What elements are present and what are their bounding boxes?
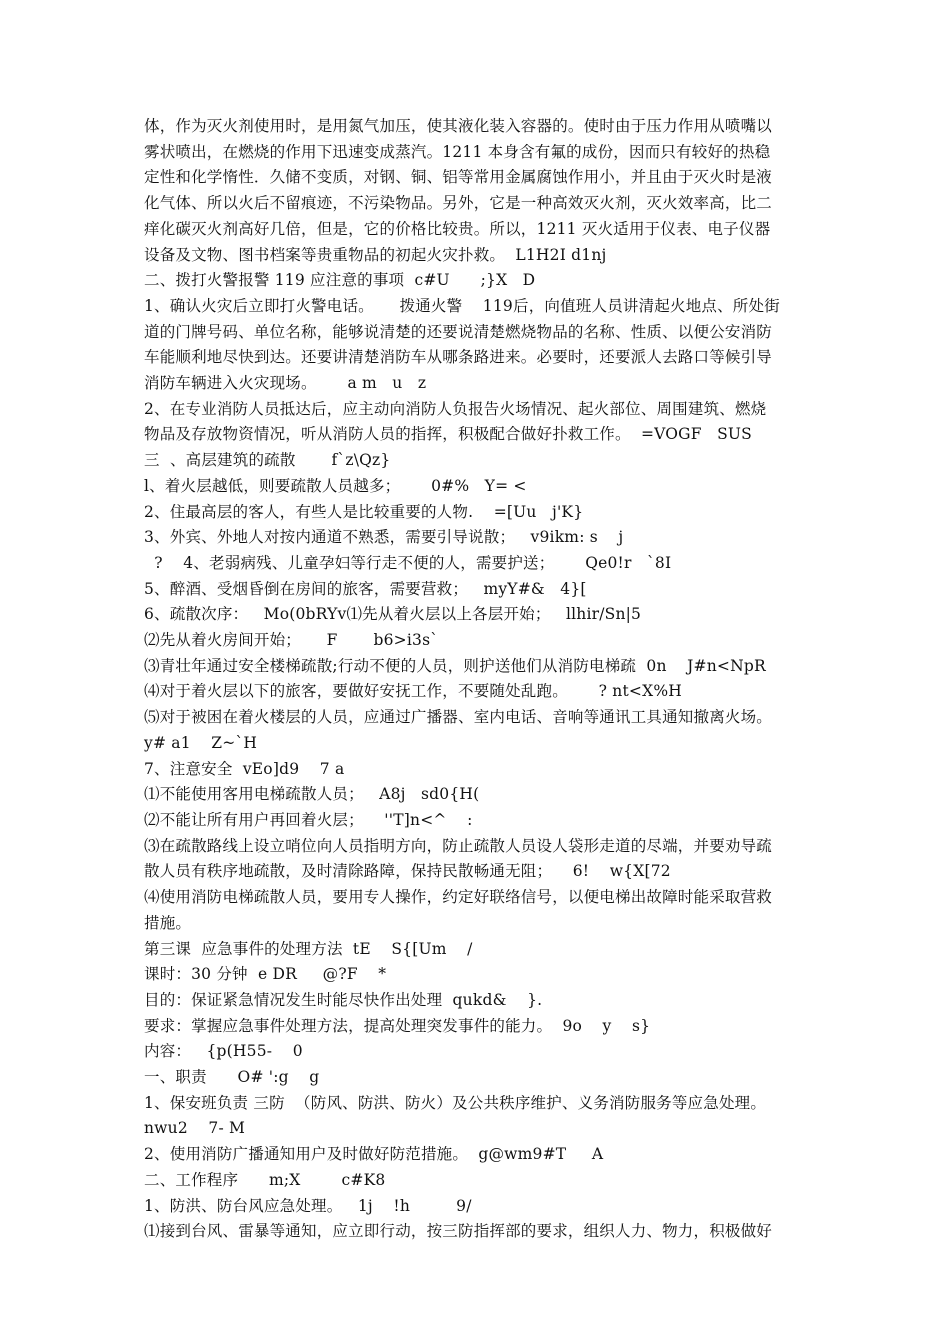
text-line: 二、工作程序 m;X c#K8 [144,1170,386,1189]
text-line: ⑴不能使用客用电梯疏散人员； A8j sd0{H( [144,785,480,804]
text-line: 道的门牌号码、单位名称，能够说清楚的还要说清楚燃烧物品的名称、性质、以便公安消防 [144,322,773,341]
text-line: 车能顺利地尽快到达。还要讲清楚消防车从哪条路进来。必要时，还要派人去路口等候引导 [144,348,773,367]
text-line: 措施。 [144,913,192,932]
text-line: 1、防洪、防台风应急处理。 1j !h 9/ [144,1196,472,1215]
text-line: 定性和化学惰性．久储不变质，对钢、铜、铝等常用金属腐蚀作用小，并且由于灭火时是液 [144,168,773,187]
text-line: 6、疏散次序： Mo(0bRYv⑴先从着火层以上各层开始； llhir/Sn|5 [144,605,642,624]
text-line: 5、醉酒、受烟昏倒在房间的旅客，需要营救； myY#& 4}[ [144,579,587,598]
text-line: 痒化碳灭火剂高好几倍，但是，它的价格比较贵。所以，1211 灭火适用于仪表、电子仪器 [144,219,771,238]
text-line: 1、确认火灾后立即打火警电话。 拨通火警 119后，向值班人员讲清起火地点、所处街 [144,296,780,315]
text-line: l、着火层越低，则要疏散人员越多； 0#% Y= < [144,476,527,495]
text-line: 要求：掌握应急事件处理方法，提高处理突发事件的能力。 9o y s} [144,1016,651,1035]
text-line: 2、使用消防广播通知用户及时做好防范措施。 g@wm9#T A [144,1145,604,1164]
text-line: 设备及文物、图书档案等贵重物品的初起火灾扑救。 L1H2I d1nj [144,245,607,264]
text-line: 物品及存放物资情况，听从消防人员的指挥，积极配合做好扑救工作。 =VOGF SUS [144,425,752,444]
text-line: ? 4、老弱病残、儿童孕妇等行走不便的人，需要护送； Qe0!r `8I [144,553,672,572]
text-line: 3、外宾、外地人对按内通道不熟悉，需要引导说散； v9ikm: s j [144,528,624,547]
text-line: 雾状喷出，在燃烧的作用下迅速变成蒸汽。1211 本身含有氟的成份，因而只有较好的热稳 [144,142,771,161]
text-line: 第三课 应急事件的处理方法 tE S{[Um / [144,939,473,958]
text-line: ⑷使用消防电梯疏散人员，要用专人操作，约定好联络信号，以便电梯出故障时能采取营救 [144,888,773,907]
text-line: 2、在专业消防人员抵达后，应主动向消防人负报告火场情况、起火部位、周围建筑、燃烧 [144,399,767,418]
text-line: ⑶在疏散路线上设立哨位向人员指明方向，防止疏散人员设人袋形走道的尽端，并要劝导疏 [144,836,773,855]
text-line: 一、职责 O# ':g g [144,1068,320,1087]
text-line: ⑶青壮年通过安全楼梯疏散;行动不便的人员，则护送他们从消防电梯疏 0n J#n<NpR [144,656,766,675]
text-line: 1、保安班负责 三防 （防风、防洪、防火）及公共秩序维护、义务消防服务等应急处理。 [144,1093,767,1112]
text-line: 化气体、所以火后不留痕迹，不污染物品。另外，它是一种高效灭火剂，灭火效率高，比二 [144,194,773,213]
text-line: ⑷对于着火层以下的旅客，要做好安抚工作，不要随处乱跑。 ? nt<X%H [144,682,682,701]
text-line: 课时：30 分钟 e DR @?F * [144,965,387,984]
text-line: 体，作为灭火剂使用时，是用氮气加压，使其液化装入容器的。使时由于压力作用从喷嘴以 [144,117,773,135]
text-line: y# a1 Z~`H [144,733,258,752]
text-line: 二、拨打火警报警 119 应注意的事项 c#U ;}X D [144,271,536,290]
text-line: ⑸对于被困在着火楼层的人员，应通过广播器、室内电话、音响等通讯工具通知撤离火场。 [144,708,773,727]
text-line: 消防车辆进入火灾现场。 a m u z [144,374,427,393]
text-line: 7、注意安全 vEo]d9 7 a [144,759,345,778]
text-line: 2、住最高层的客人，有些人是比较重要的人物. =[Uu j'K} [144,502,584,521]
document-body [144,114,812,1245]
text-line: ⑵不能让所有用户再回着火层； ''T]n<^ : [144,810,473,829]
text-line: nwu2 7- M [144,1119,246,1138]
text-line: ⑴接到台风、雷暴等通知，应立即行动，按三防指挥部的要求，组织人力、物力，积极做好 [144,1222,773,1241]
text-line: 散人员有秩序地疏散，及时清除路障，保持民散畅通无阻； 6! w{X[72 [144,862,671,881]
text-line: 目的：保证紧急情况发生时能尽快作出处理 qukd& }. [144,990,543,1009]
text-line: 三 、高层建筑的疏散 f`z\Qz} [144,451,391,470]
text-line: ⑵先从着火房间开始； F b6>i3s` [144,631,439,650]
text-line: 内容： {p(H55- 0 [144,1042,303,1061]
